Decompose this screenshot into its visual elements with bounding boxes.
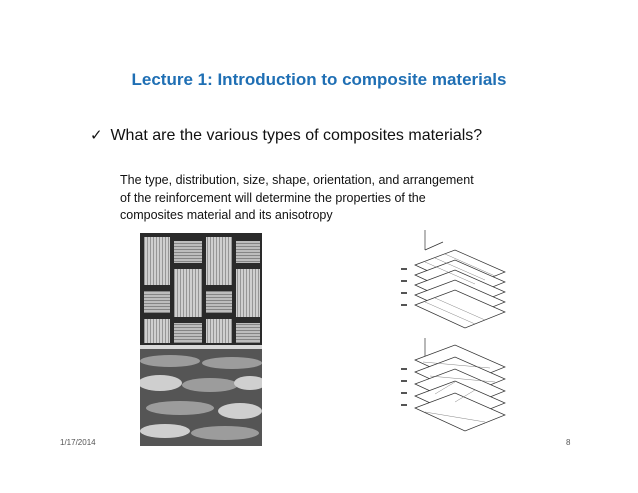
paragraph-line: The type, distribution, size, shape, orientation, and arrangement [120, 173, 474, 187]
check-mark-icon: ✓ [90, 127, 103, 144]
paragraph-line: of the reinforcement will determine the properties of the [120, 190, 426, 205]
footer-page-number: 8 [566, 438, 571, 447]
micrograph-caption [262, 400, 382, 434]
footer-date: 1/17/2014 [60, 438, 96, 447]
slide-title: Lecture 1: Introduction to composite materials [131, 70, 507, 89]
laminate-stacking-diagram [395, 210, 525, 455]
bullet-question [90, 126, 482, 145]
woven-composite-micrograph [140, 233, 262, 446]
paragraph-line: composites material and its anisotropy [120, 208, 333, 222]
bullet-text: What are the various types of composites materials? [110, 127, 483, 144]
